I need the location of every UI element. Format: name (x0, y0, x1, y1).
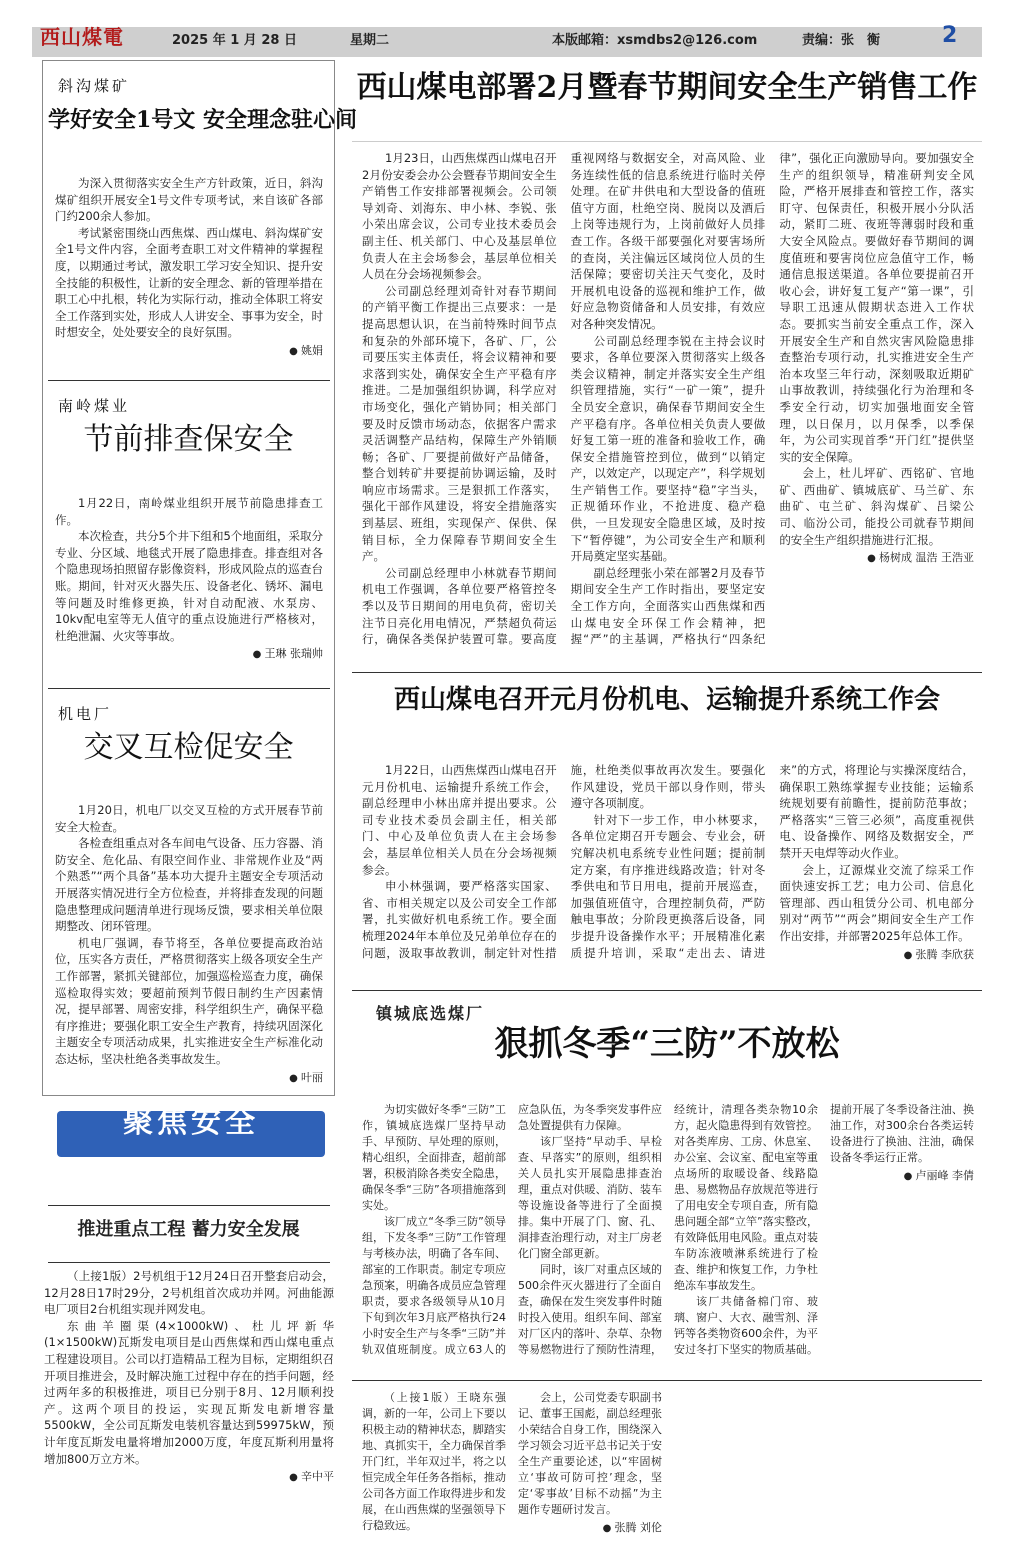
paragraph: 该厂共储备棉门帘、玻璃、窗户、大衣、融雪剂、泽钙等各类物资600余件，为平安过冬打下坚实的物质基础。提前开展了冬季设备注油、换油工作，对300余台各类运转设备进行了换油、注油，确保设备冬季运行正常。 (674, 1103, 974, 1356)
masthead-bar (32, 23, 982, 57)
paragraph: 1月22日，山西焦煤西山煤电召开元月份机电、运输提升系统工作会，副总经理申小林出席并提出要求。公司专业技术委员会副主任，相关部门、中心及单位负责人在主会场参会，基层单位相关人员在分会场视频参会。 (362, 763, 557, 877)
lead-headline-box (352, 62, 982, 142)
paragraph: 为深入贯彻落实安全生产方针政策，近日，斜沟煤矿组织开展安全1号文件专项考试，来自该矿各部门约200余人参加。 (55, 176, 323, 224)
article-lead (362, 150, 974, 660)
paragraph: 1月23日，山西焦煤西山煤电召开2月份安委会办公会暨春节期间安全生产销售工作安排部署视频会。公司领导刘奇、刘海东、申小林、李锐、张小荣出席会议，公司专业技术委员会副主任、机关部门、中心及基层单位负责人在主会场参会，基层单位相关人员在分会场视频参会。 (362, 151, 557, 282)
paragraph: 1月20日，机电厂以交叉互检的方式开展春节前安全大检查。 (55, 803, 323, 834)
newspaper-logo: 西山煤電 (40, 25, 124, 49)
divider (352, 990, 982, 991)
paragraph: 申小林强调，要严格落实国家、省、市相关规定以及公司安全工作部署，扎实做好机电系统工作。要全面梳理2024年本单位及兄弟单位存在的问题，汲取事故教训，制定针对性措施，杜绝类似事故再次发生。要强化作风建设，党员干部以身作则，带头遵守各项制度。 (362, 763, 766, 960)
page-number: 2 (942, 23, 958, 48)
headline-zhencheng: 狠抓冬季“三防”不放松 (494, 1024, 840, 1064)
byline: ● 王琳 张瑞帅 (55, 646, 323, 664)
byline: ● 姚娟 (55, 343, 323, 361)
paragraph: 会上，公司党委专职副书记、董事王国彪，副总经理张小荣结合自身工作，围绕深入学习领会习近平总书记关于安全生产重要论述，以“牢固树立‘事故可防可控’理念，坚定‘零事故’目标不动摇”为主题作专题研讨发言。 (518, 1391, 662, 1516)
paragraph: 本次检查，共分5个井下组和5个地面组，采取分专业、分区域、地毯式开展了隐患排查。排查组对各个隐患现场拍照留存影像资料，形成风险点的巡查台账。期间，针对灭火器失压、设备老化、锈坏、漏电等问题及时维修更换，针对自动配液、水泵房、10kv配电室等无人值守的重点设施进行严格核对，杜绝泄漏、火灾等事故。 (55, 529, 323, 643)
headline-project: 推进重点工程 蓄力安全发展 (77, 1219, 300, 1240)
byline: ● 卢丽峰 李倩 (830, 1168, 974, 1185)
section-label-jidian: 机电厂 (58, 705, 113, 723)
headline-nanling: 节前排查保安全 (83, 422, 294, 457)
paragraph: 会上，杜儿坪矿、西铭矿、官地矿、西曲矿、镇城底矿、马兰矿、东曲矿、屯兰矿、斜沟煤矿、吕梁公司、临汾公司，能投公司就春节期间的安全生产组织措施进行汇报。 (779, 466, 974, 547)
article-project (44, 1268, 334, 1487)
paragraph: 机电厂强调，春节将至，各单位要提高政治站位，压实各方责任，严格贯彻落实上级各项安全生产工作部署，紧抓关键部位，加强巡检巡查力度，确保巡检取得实效；要超前预判节假日制约生产因素情况，提早部署、周密安排，科学组织生产，确保平稳有序推进；要强化职工安全生产教育，持续巩固深化主题安全专项活动成果，扎实推进安全生产标准化动态达标，坚决杜绝各类事故发生。 (55, 935, 323, 1066)
editor-email: 本版邮箱：xsmdbs2@126.com (552, 33, 758, 48)
byline: ● 张腾 李欣获 (779, 947, 974, 965)
divider (352, 1380, 982, 1381)
article-nanling (55, 495, 323, 664)
section-label-xiegou: 斜沟煤矿 (58, 77, 131, 95)
issue-date: 2025 年 1 月 28 日 (172, 33, 297, 48)
responsible-editor: 责编：张 衡 (802, 33, 881, 48)
section-label-nanling: 南岭煤业 (58, 397, 131, 415)
section-label-zhencheng: 镇城底选煤厂 (376, 1004, 485, 1023)
focus-safety-label: 聚焦安全 (123, 1105, 259, 1140)
headline-jidian: 交叉互检促安全 (83, 730, 294, 765)
paragraph: 会上，辽源煤业交流了综采工作面快速安拆工艺；电力公司、信息化管理部、西山租赁分公司、机电部分别对“两节”“两会”期间安全生产工作作出安排，并部署2025年总体工作。 (779, 862, 974, 943)
paragraph: 该厂成立“冬季三防”领导组，下发冬季“三防”工作管理与考核办法，明确了各车间、部室的工作职责。制定专项应急预案，明确各成员应急管理职责，要求各级领导从10月下旬到次年3月底严格执行24小时安全生产与冬季“三防”并轨双值班制度。成立63人的应急队伍，为冬季突发事件应急处置提供有力保障。 (362, 1103, 662, 1356)
paragraph: 考试紧密围绕山西焦煤、西山煤电、斜沟煤矿安全1号文件内容，全面考查职工对文件精神的掌握程度，以期通过考试，激发职工学习安全知识、提升安全技能的积极性，让新的安全理念、新的管理举措在职工心中扎根，转化为实际行动，推动全体职工将安全工作落到实处，形成人人讲安全、事事为安全，时时想安全，处处要安全的良好氛围。 (55, 225, 323, 340)
byline: ● 辛中平 (44, 1469, 334, 1487)
paragraph: 该厂坚持“早动手、早检查、早落实”的原则，组织相关人员扎实开展隐患排查治理，重点对供暖、消防、装车等设施设备等进行了全面摸排。集中开展了门、窗、孔、洞排查治理行动，对主厂房老化门窗全部更新。 (518, 1135, 662, 1260)
paragraph: （上接1版）2号机组于12月24日召开整套启动会，12月28日17时29分，2号机组首次成功并网。河曲能源电厂项目2台机组实现并网发电。 (44, 1269, 334, 1317)
paragraph: 公司副总经理申小林就春节期间机电工作强调，各单位要严格管控冬季以及节日期间的用电负荷，密切关注节日亮化用电情况，严禁超负荷运行，确保各类保护装置可靠。要高度重视网络与数据安全，对高风险、业务连续性低的信息系统进行临时关停处理。在矿井供电和大型设备的值班值守方面，杜绝空岗、脱岗以及酒后上岗等违规行为，上岗前做好人员排查工作。各级干部要强化对要害场所的查岗，关注偏远区域岗位人员的生活保障；要密切关注天气变化，及时开展机电设备的巡视和维护工作，做好应急物资储备和人员安排，有效应对各种突发情况。 (362, 151, 766, 647)
divider (48, 1262, 330, 1263)
headline-meeting: 西山煤电召开元月份机电、运输提升系统工作会 (393, 685, 940, 715)
headline-xiegou: 学好安全1号文 安全理念驻心间 (48, 107, 357, 133)
article-zhencheng (362, 1102, 974, 1372)
byline: ● 杨树成 温浩 王浩亚 (779, 550, 974, 568)
paragraph: （上接1版）王晓东强调，新的一年，公司上下要以积极主动的精神状态，脚踏实地、真抓实干，全力确保首季开门红，半年双过半，将之以恒完成全年任务各指标，推动公司各方面工作取得进步和发展，在山西焦煤的坚强领导下行稳致远。 (362, 1391, 506, 1532)
article-xiegou (55, 175, 323, 361)
byline: ● 叶丽 (55, 1070, 323, 1088)
paragraph: 针对下一步工作，申小林要求，各单位定期召开专题会、专业会，研究解决机电系统专业性问题；提前制定方案，有序推进线路改造；针对冬季供电和节日用电，提前开展巡查，加强值班值守，合理控制负荷，严防触电事故；分阶段更换落后设备，同步提升设备操作水平；开展精准化素质提升培训，采取“走出去、请进来”的方式，将理论与实操深度结合，确保职工熟练掌握专业技能；运输系统规划要有前瞻性，提前防范事故；严格落实“三管三必须”，高度重视供电、设备操作、网络及数据安全，严禁开天电焊等动火作业。 (570, 763, 974, 960)
article-continued (362, 1390, 974, 1540)
paragraph: 副总经理张小荣在部署2月及春节期间安全生产工作时指出，要坚定安全工作方向，全面落实山西焦煤和西山煤电安全环保工作会精神，把握“严”的主基调，严格执行“四条纪律”，强化正向激励导向。要加强安全生产的组织领导，精准研判安全风险，严格开展排查和管控工作，落实盯守、包保责任，积极开展小分队活动，紧盯二班、夜班等薄弱时段和重大安全风险点。要做好春节期间的调度值班和要害岗位应急值守工作，畅通信息报送渠道。各单位要提前召开收心会，讲好复工复产“第一课”，引导职工迅速从假期状态进入工作状态。要抓实当前安全重点工作，深入开展安全生产和自然灾害风险隐患排查整治专项行动，扎实推进安全生产治本攻坚三年行动，深刻吸取近期矿山事故教训，持续强化行为治理和冬季安全行动，切实加强地面安全管理，以日保月，以月保季，以季保年，为公司实现首季“开门红”提供坚实的安全保障。 (570, 151, 974, 647)
divider (48, 688, 330, 689)
divider (48, 1205, 330, 1206)
byline: ● 张腾 刘伦 (518, 1520, 662, 1537)
divider (48, 380, 330, 381)
paragraph: 1月22日，南岭煤业组织开展节前隐患排查工作。 (55, 496, 323, 527)
issue-weekday: 星期二 (350, 33, 390, 48)
paragraph: 同时，该厂对重点区域的500余件灭火器进行了全面自查，确保在发生突发事件时随时投入使用。组织车间、部室对厂区内的落叶、杂草、杂物等易燃物进行了预防性清理，经统计，清理各类杂物10余方，起火隐患得到有效管控。对各类库房、工房、休息室、办公室、会议室、配电室等重点场所的取暖设备、线路隐患、易燃物品存放规范等进行了用电安全专项自查，所有隐患问题全部“立竿”落实整改，有效降低用电风险。重点对装车防冻液喷淋系统进行了检查、维护和恢复工作，力争杜绝冻车事故发生。 (518, 1103, 818, 1356)
divider (352, 672, 982, 673)
paragraph: 各检查组重点对各车间电气设备、压力容器、消防安全、危化品、有限空间作业、非常规作业及“两个熟悉”“两个具备”基本功大提升主题安全专项活动开展落实情况进行全方位检查，并将排查发现的问题隐患整理成问题清单进行现场反馈，要求相关单位限期整改、闭环管理。 (55, 836, 323, 934)
headline-lead: 西山煤电部署2月暨春节期间安全生产销售工作 (356, 70, 978, 105)
paragraph: 为切实做好冬季“三防”工作，镇城底选煤厂坚持早动手、早预防、早处理的原则，精心组织，全面排查，超前部署，积极消除各类安全隐患，确保冬季“三防”各项措施落到实处。 (362, 1103, 506, 1212)
paragraph: 公司副总经理李锐在主持会议时要求，各单位要深入贯彻落实上级各类会议精神，制定并落实安全生产组织管理措施，实行“一矿一策”，提升全员安全意识，确保春节期间安全生产平稳有序。各单位相关负责人要做好复工第一班的准备和验收工作，确保安全措施管控到位，做到“以销定产，以效定产，以现定产”，科学规划生产销售工作。要坚持“稳”字当头，正规循环作业，不抢进度、稳产稳供，一旦发现安全隐患区域，及时按下“暂停键”，为公司安全生产和顺利开局奠定坚实基础。 (570, 333, 766, 564)
paragraph: 公司副总经理刘奇针对春节期间的产销平衡工作提出三点要求：一是提高思想认识，在当前特殊时间节点和复杂的外部环境下，各矿、厂，公司要压实主体责任，将会议精神和要求落到实处，确保安全生产平稳有序推进。二是加强组织协调，科学应对市场变化，强化产销协同；相关部门要及时反馈市场动态，依据客户需求灵活调整产品结构，保障生产外销顺畅；各矿、厂要提前做好产品储备，整合划转矿井要提前协调运输，及时响应市场需求。三是狠抓工作落实，强化干部作风建设，将安全措施落实到基层、班组，实现保产、保供、保销目标，全力保障春节期间安全生产。 (362, 283, 557, 564)
paragraph: 东曲羊圈渠(4×1000kW)、杜儿坪新华(1×1500kW)瓦斯发电项目是山西焦煤和西山煤电重点工程建设项目。公司以打造精品工程为目标，定期组织召开项目推进会，及时解决施工过程中存在的挡手问题，经过两年多的积极推进，项目已分别于8月、12月顺利投产。这两个项目的投运，实现瓦斯发电新增容量5500kW，全公司瓦斯发电装机容量达到59975kW，预计年度瓦斯发电量将增加2000万度，年度瓦斯利用量将增加800万立方米。 (44, 1318, 334, 1466)
article-meeting (362, 762, 974, 977)
article-jidian (55, 802, 323, 1087)
focus-safety-banner (57, 1105, 325, 1157)
